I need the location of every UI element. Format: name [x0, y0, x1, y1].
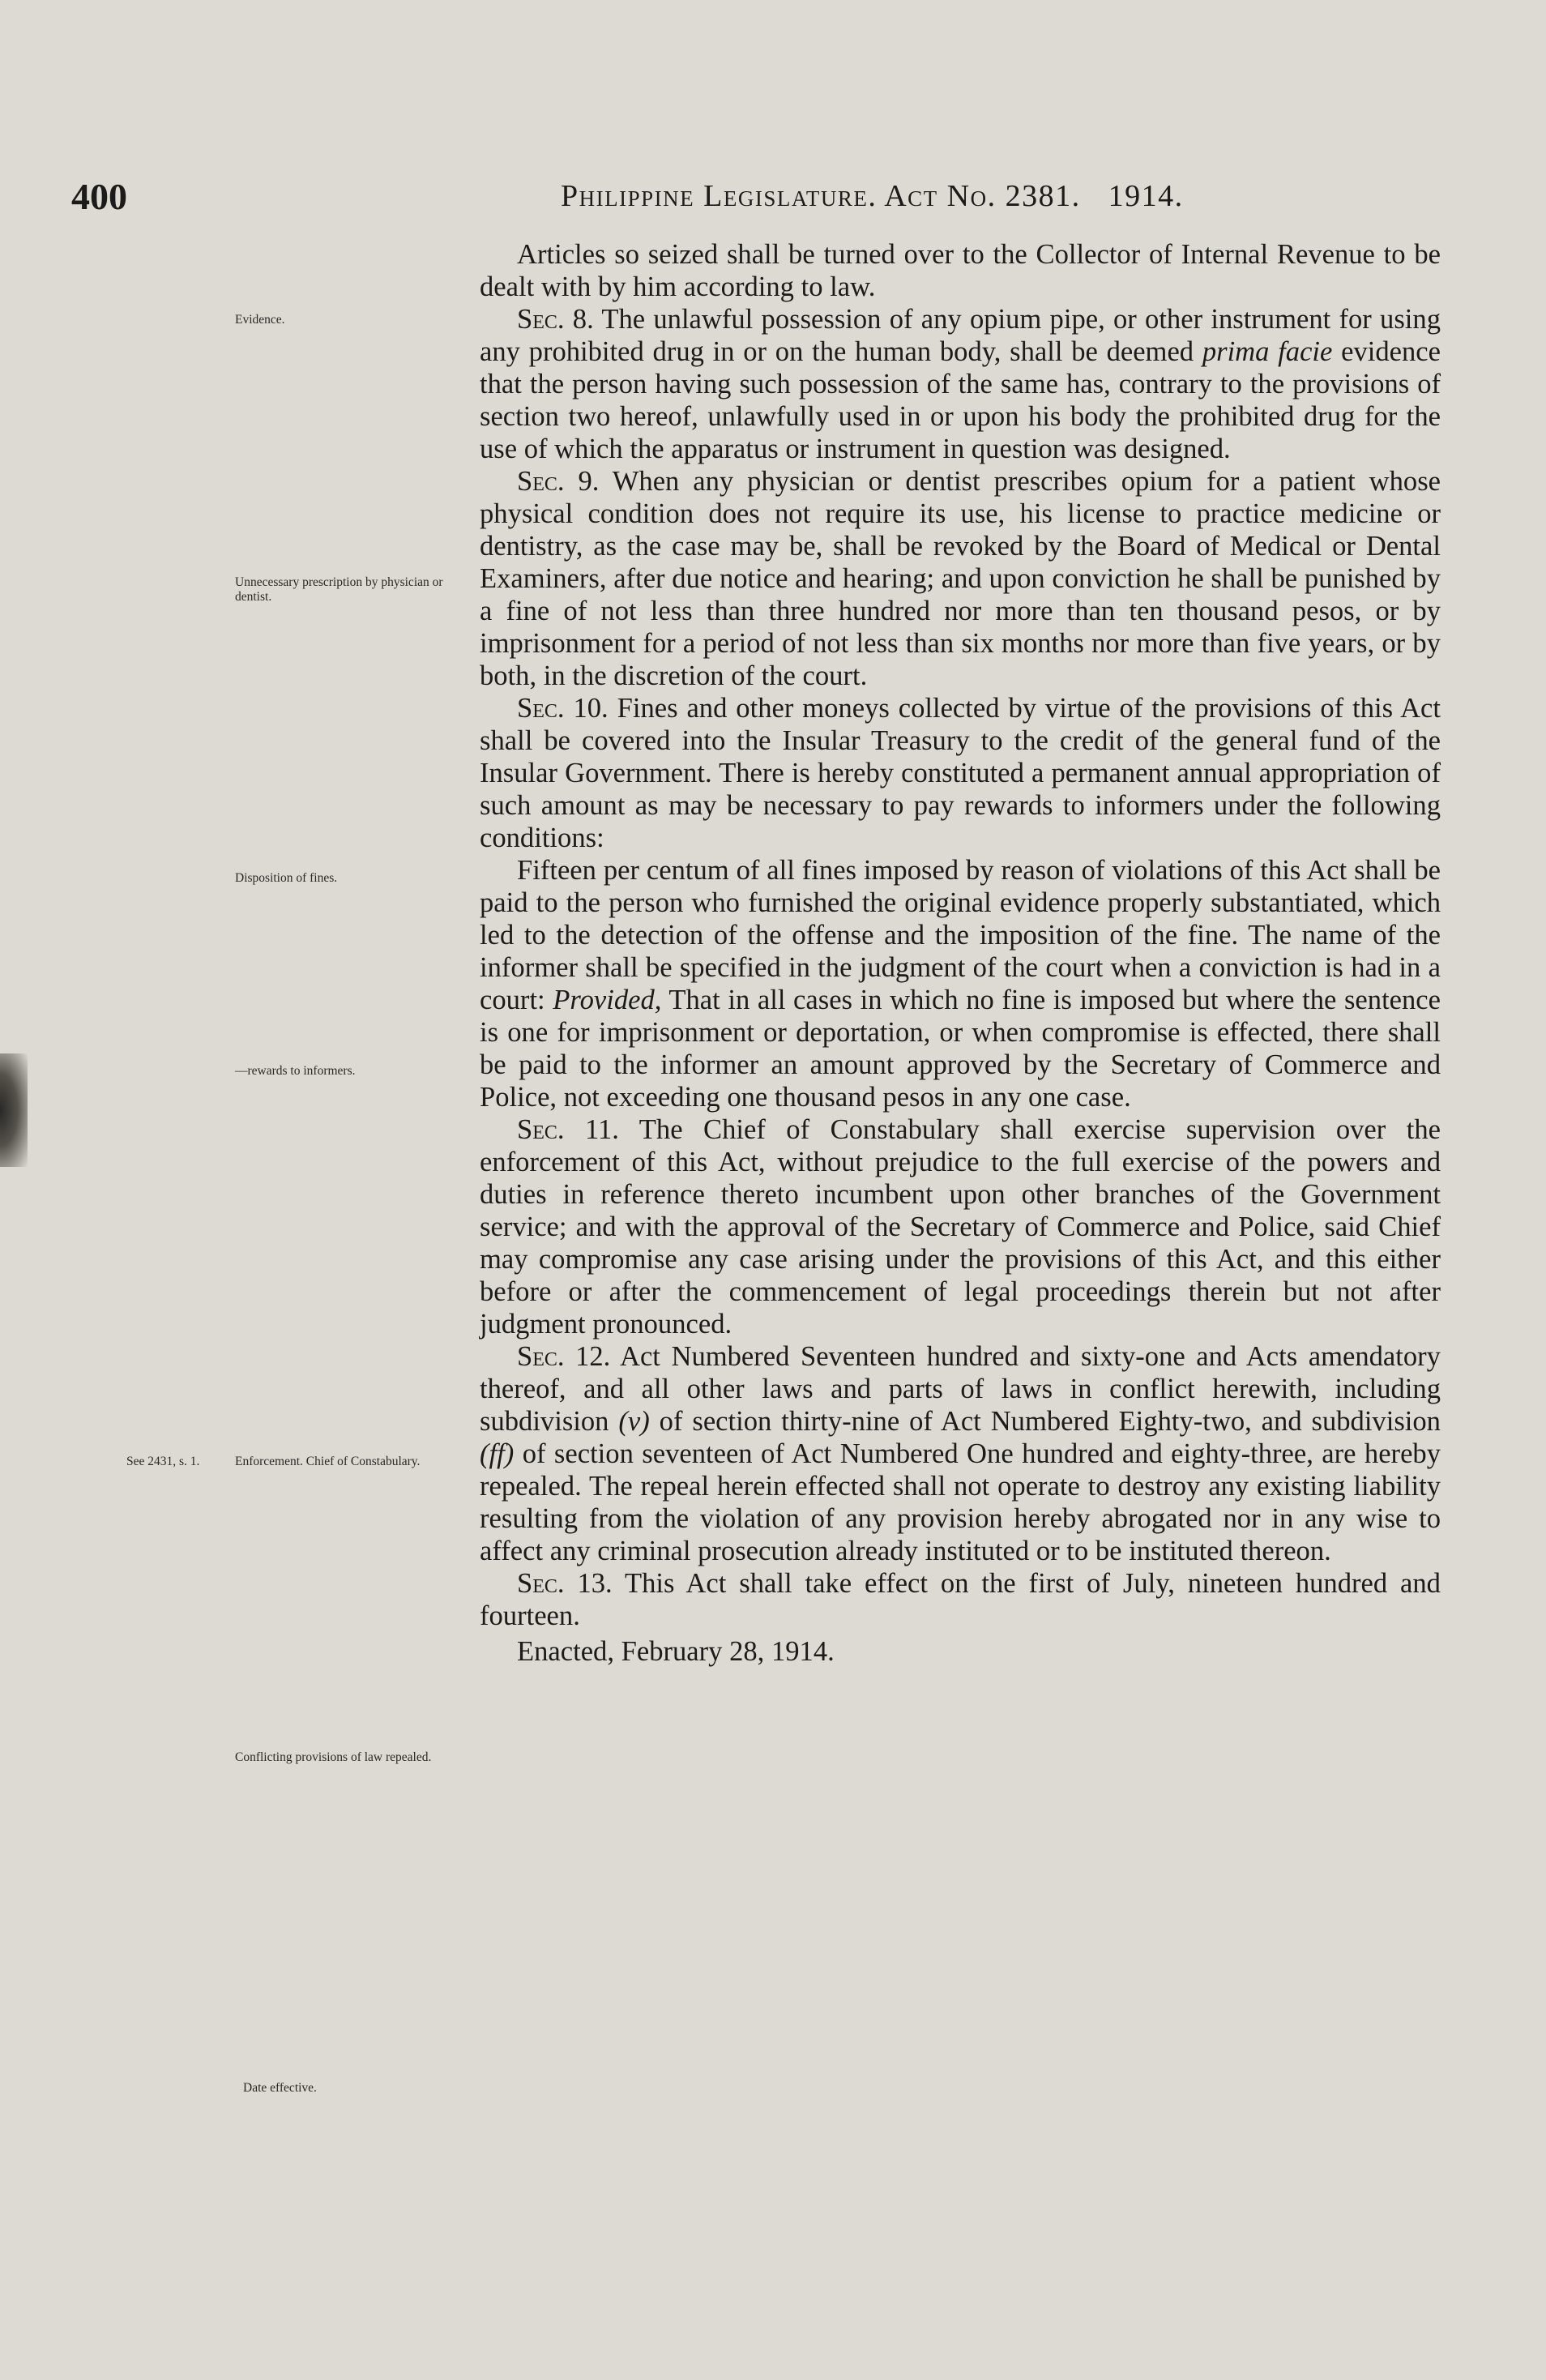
margin-note-unnecessary-prescription: Unnecessary prescription by physician or dentist. — [235, 575, 443, 604]
section-13-label: Sec. 13. — [517, 1568, 613, 1599]
section-12 — [480, 1340, 1441, 1567]
section-12-label: Sec. 12. — [517, 1341, 611, 1372]
section-9-text: When any physician or dentist prescribes opium for a patient whose physical condition does not require its use, his license to practice medicine or dentistry, as the case may be, shall be revoked by the Board of Medical or Dental Examiners, after due notice and hearing; and upon conviction he shall be punished by a fine of not less than three hundred nor more than ten thousand pesos, or by imprisonment for a period of not less than six months nor more than five years, or by both, in the discretion of the court. — [480, 466, 1441, 691]
running-head-year: 1914. — [1108, 179, 1184, 213]
margin-note-conflicting-provisions: Conflicting provisions of law repealed. — [235, 1750, 432, 1764]
section-11 — [480, 1113, 1441, 1340]
section-10-label: Sec. 10. — [517, 693, 609, 724]
binding-shadow — [0, 1053, 28, 1167]
margin-note-cross-reference: See 2431, s. 1. — [126, 1455, 200, 1468]
section-10-text: Fines and other moneys collected by virtue of the provisions of this Act shall be covered into the Insular Treasury to the credit of the general fund of the Insular Government. There is hereby constituted a permanent annual appropriation of such amount as may be necessary to pay rewards to informers under the following conditions: — [480, 693, 1441, 853]
section-8-italic: prima facie — [1202, 336, 1333, 367]
margin-note-evidence: Evidence. — [235, 313, 285, 327]
running-head — [561, 178, 1184, 214]
rewards-text-b: That in all cases in which no fine is imposed but where the sentence is one for imprisonment or deportation, or when compromise is effected, there shall be paid to the informer an amount approved by the Secretary of Commerce and Police, not exceeding one thousand pesos in any one case. — [480, 985, 1441, 1113]
section-10 — [480, 692, 1441, 854]
section-12-subdivision-ff: (ff) — [480, 1438, 515, 1469]
margin-note-disposition-of-fines: Disposition of fines. — [235, 871, 338, 885]
section-13 — [480, 1567, 1441, 1632]
section-8-label: Sec. 8. — [517, 304, 594, 335]
section-12-subdivision-v: (v) — [618, 1406, 650, 1437]
body-text — [480, 238, 1441, 1668]
enacted-date: Enacted, February 28, 1914. — [517, 1636, 835, 1667]
margin-note-rewards-to-informers: —rewards to informers. — [235, 1064, 356, 1078]
margin-note-enforcement: Enforcement. Chief of Constabulary. — [235, 1455, 421, 1468]
running-head-title: Philippine Legislature. Act No. 2381. — [561, 179, 1081, 213]
section-11-label: Sec. 11. — [517, 1114, 619, 1145]
section-9 — [480, 465, 1441, 692]
section-12-text-a: Act Numbered Seventeen hundred and sixty-one and Acts amendatory thereof, and all other laws and parts of laws in conflict herewith, including subdivision — [480, 1341, 1441, 1437]
rewards-text-a: Fifteen per centum of all fines imposed by reason of violations of this Act shall be paid to the person who furnished the original evidence properly substantiated, which led to the detection of the offense and the imposition of the fine. The name of the informer shall be specified in the judgment of the court when a conviction is had in a court: — [480, 855, 1441, 1015]
section-8-text-b: evidence that the person having such possession of the same has, contrary to the provisions of section two hereof, unlawfully used in or upon his body the prohibited drug for the use of which the apparatus or instrument in question was designed. — [480, 336, 1441, 464]
page-number: 400 — [71, 176, 127, 217]
section-12-text-b: of section thirty-nine of Act Numbered Eighty-two, and subdivision — [659, 1406, 1441, 1437]
section-11-text: The Chief of Constabulary shall exercise supervision over the enforcement of this Act, without prejudice to the full exercise of the powers and duties in reference thereto incumbent upon other branches of the Government service; and with the approval of the Secretary of Commerce and Police, said Chief may compromise any case arising under the provisions of this Act, and this either before or after the commencement of legal proceedings therein but not after judgment pronounced. — [480, 1114, 1441, 1340]
paragraph-seized-articles: Articles so seized shall be turned over to the Collector of Internal Revenue to be dealt with by him according to law. — [480, 239, 1441, 302]
margin-note-date-effective: Date effective. — [243, 2081, 317, 2095]
section-13-text: This Act shall take effect on the first of July, nineteen hundred and fourteen. — [480, 1568, 1441, 1631]
paragraph-rewards — [480, 854, 1441, 1113]
section-12-text-c: of section seventeen of Act Numbered One hundred and eighty-three, are hereby repealed. The repeal herein effected shall not operate to destroy any existing liability resulting from the violation of any provision hereby abrogated nor in any wise to affect any criminal prosecution already instituted or to be instituted thereon. — [480, 1438, 1441, 1566]
section-8-text-a: The unlawful possession of any opium pipe, or other instrument for using any prohibited drug in or on the human body, shall be deemed — [480, 304, 1441, 367]
section-9-label: Sec. 9. — [517, 466, 600, 497]
section-8 — [480, 303, 1441, 465]
rewards-italic: Provided, — [553, 985, 662, 1015]
